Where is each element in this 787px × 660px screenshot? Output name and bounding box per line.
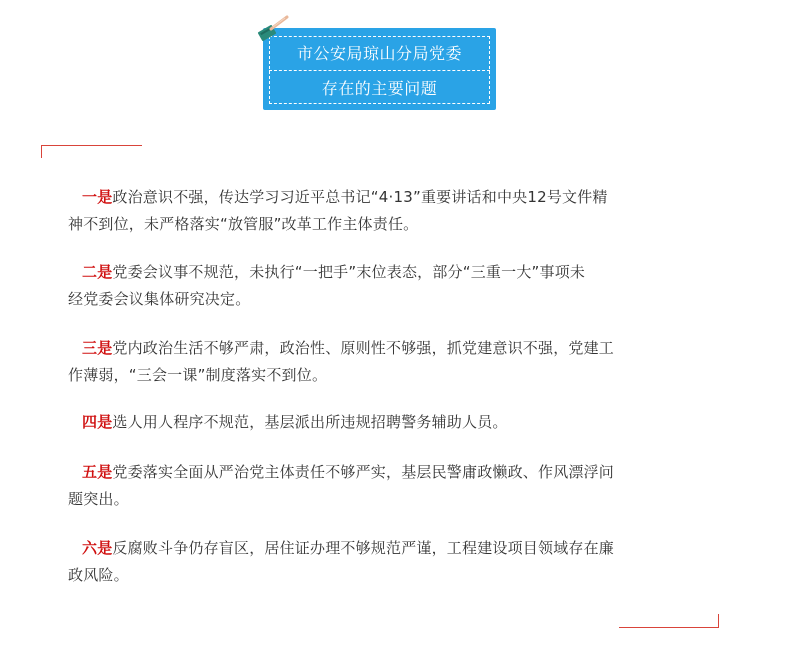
pushpin-icon <box>255 14 291 44</box>
list-item <box>68 535 615 589</box>
item-text-line1: 党内政治生活不够严肃，政治性、原则性不够强，抓党建意识不强，党建工 <box>112 339 615 357</box>
title-divider <box>269 70 490 71</box>
item-text-line2: 经党委会议集体研究决定。 <box>68 290 251 308</box>
item-text-line1: 选人用人程序不规范，基层派出所违规招聘警务辅助人员。 <box>112 413 508 431</box>
title-banner <box>263 28 496 110</box>
title-line-1: 市公安局琼山分局党委 <box>296 44 462 63</box>
item-text-line2: 政风险。 <box>68 566 129 584</box>
list-item <box>68 459 615 513</box>
item-text-line1: 党委会议事不规范，未执行“一把手”末位表态，部分“三重一大”事项未 <box>112 263 586 281</box>
item-text-line1: 党委落实全面从严治党主体责任不够严实，基层民警庸政懒政、作风漂浮问 <box>112 463 615 481</box>
item-label: 五是 <box>82 463 113 481</box>
corner-frame-bottom-right <box>619 614 719 628</box>
item-text-line1: 反腐败斗争仍存盲区，居住证办理不够规范严谨，工程建设项目领域存在廉 <box>112 539 615 557</box>
list-item <box>68 259 586 313</box>
corner-frame-top-left <box>41 145 142 158</box>
item-text-line2: 神不到位，未严格落实“放管服”改革工作主体责任。 <box>68 215 419 233</box>
item-label: 六是 <box>82 539 113 557</box>
list-item <box>82 409 508 436</box>
item-label: 一是 <box>82 188 113 206</box>
item-text-line1: 政治意识不强，传达学习习近平总书记“4·13”重要讲话和中央12号文件精 <box>112 188 608 206</box>
item-label: 四是 <box>82 413 113 431</box>
item-label: 三是 <box>82 339 113 357</box>
title-line-2: 存在的主要问题 <box>321 79 438 98</box>
item-text-line2: 作薄弱，“三会一课”制度落实不到位。 <box>68 366 328 384</box>
item-text-line2: 题突出。 <box>68 490 129 508</box>
list-item <box>68 184 608 238</box>
item-label: 二是 <box>82 263 113 281</box>
list-item <box>68 335 615 389</box>
